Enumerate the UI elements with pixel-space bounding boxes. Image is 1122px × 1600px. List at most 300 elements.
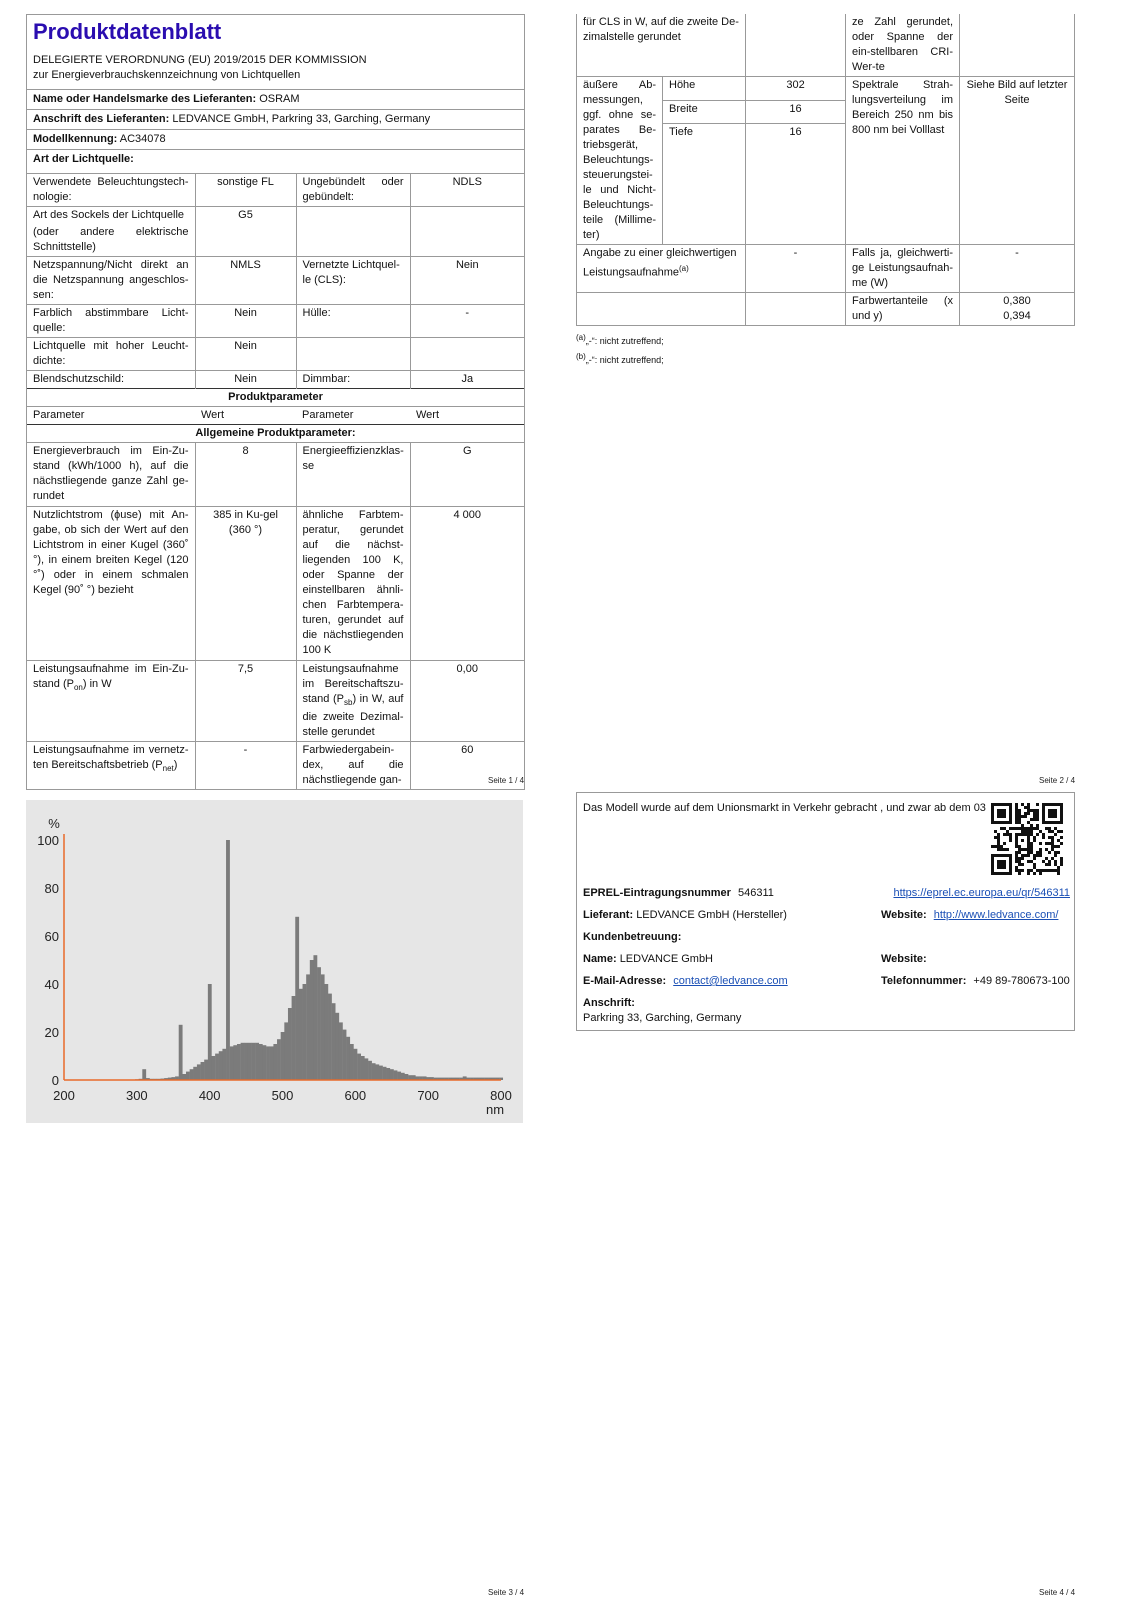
row-value — [195, 224, 296, 257]
row-value — [410, 207, 524, 225]
qr-module — [1006, 854, 1009, 857]
regulation-text: DELEGIERTE VERORDNUNG (EU) 2019/2015 DER KOMMISSION zur Energieverbrauchskennzeichnung von Lichtquellen — [33, 54, 367, 81]
qr-module — [1030, 824, 1033, 827]
qr-module — [1027, 860, 1030, 863]
empty-cell — [746, 293, 846, 326]
qr-module — [1003, 842, 1006, 845]
param-label: Energieeffizienzklas-se — [296, 443, 410, 507]
supplier-label: Name oder Handelsmarke des Lieferanten: — [33, 93, 257, 105]
param-label-text: ) in W, auf die zweite Dezimal-stelle gerundet — [302, 693, 404, 739]
spectrum-bar — [313, 955, 317, 1080]
qr-module — [1057, 869, 1060, 872]
qr-module — [1009, 812, 1012, 815]
qr-module — [1006, 872, 1009, 875]
equiv-label-sup: (a) — [679, 264, 689, 273]
table-row — [27, 507, 524, 661]
page2-table — [576, 14, 1075, 326]
qr-module — [1051, 857, 1054, 860]
supplier-label: Lieferant: — [583, 909, 634, 921]
qr-module — [1048, 821, 1051, 824]
x-tick-label: 400 — [198, 1088, 221, 1103]
param-value: 4 000 — [410, 507, 524, 661]
website-link[interactable]: http://www.ledvance.com/ — [933, 909, 1059, 921]
qr-module — [1030, 818, 1033, 821]
qr-module — [1003, 809, 1006, 812]
spectrum-bar — [350, 1044, 354, 1080]
col-parameter: Parameter — [296, 407, 410, 425]
qr-module — [1009, 854, 1012, 857]
qr-module — [1000, 815, 1003, 818]
qr-module — [994, 872, 997, 875]
qr-module — [1048, 860, 1051, 863]
qr-module — [991, 818, 994, 821]
qr-module — [1060, 821, 1063, 824]
spectrum-chart-panel — [26, 800, 523, 1123]
qr-module — [991, 857, 994, 860]
qr-module — [997, 839, 1000, 842]
qr-module — [1033, 836, 1036, 839]
qr-code — [991, 803, 1063, 875]
qr-module — [1015, 806, 1018, 809]
table-row — [27, 305, 524, 338]
spectrum-bar — [288, 1008, 292, 1080]
qr-module — [1009, 809, 1012, 812]
qr-module — [1054, 827, 1057, 830]
qr-module — [1003, 833, 1006, 836]
email-link[interactable]: contact@ledvance.com — [673, 975, 788, 987]
qr-module — [1039, 851, 1042, 854]
qr-module — [1015, 803, 1018, 806]
qr-module — [991, 863, 994, 866]
qr-module — [1027, 809, 1030, 812]
y-axis-label: % — [48, 816, 60, 831]
qr-module — [1033, 866, 1036, 869]
qr-module — [1057, 803, 1060, 806]
qr-module — [1021, 803, 1024, 806]
param-value: 7,5 — [195, 661, 296, 742]
qr-module — [1015, 851, 1018, 854]
market-text: Das Modell wurde auf dem Unionsmarkt in Verkehr gebracht , und zwar ab dem 03 — [583, 802, 986, 814]
eprel-link[interactable]: https://eprel.ec.europa.eu/qr/546311 — [893, 887, 1070, 899]
y-tick-label: 60 — [44, 929, 59, 944]
qr-module — [1030, 827, 1033, 830]
qr-module — [991, 860, 994, 863]
qr-module — [1054, 860, 1057, 863]
param-label-sub: sb — [343, 698, 353, 708]
qr-module — [1042, 818, 1045, 821]
qr-module — [1024, 815, 1027, 818]
qr-module — [1015, 818, 1018, 821]
supplier-row — [27, 89, 524, 109]
qr-module — [1018, 869, 1021, 872]
phone-value: +49 89-780673-100 — [973, 975, 1070, 987]
qr-module — [1027, 833, 1030, 836]
qr-module — [1033, 815, 1036, 818]
qr-module — [1036, 809, 1039, 812]
qr-module — [1018, 872, 1021, 875]
spectrum-bar — [339, 1022, 343, 1080]
qr-module — [1000, 845, 1003, 848]
page2-number: Seite 2 / 4 — [1039, 776, 1076, 785]
product-params-heading: Produktparameter — [27, 389, 524, 407]
param-label: Nutzlichtstrom (ɸuse) mit An-gabe, ob sich der Wert auf den Lichtstrom in einer Kugel (360˚ °), in einem breiten Kegel (120 °˚) oder in einem schmalen Kegel (90˚ °) bezieht — [27, 507, 195, 661]
qr-module — [1060, 812, 1063, 815]
qr-module — [1042, 869, 1045, 872]
spectrum-bar — [182, 1074, 186, 1080]
col-wert: Wert — [410, 407, 524, 425]
cont-label: ze Zahl gerundet, oder Spanne der ein-stellbaren CRI-Wer-te — [846, 14, 960, 77]
qr-module — [1045, 857, 1048, 860]
qr-module — [1045, 827, 1048, 830]
qr-module — [991, 815, 994, 818]
qr-module — [1039, 848, 1042, 851]
spd-label: Spektrale Strah-lungsverteilung im Bereich 250 nm bis 800 nm bei Volllast — [846, 77, 960, 245]
qr-module — [1000, 866, 1003, 869]
qr-module — [1030, 809, 1033, 812]
spectrum-bar — [211, 1056, 215, 1080]
qr-module — [1045, 863, 1048, 866]
qr-module — [1018, 860, 1021, 863]
table-row — [27, 338, 524, 371]
qr-module — [1057, 821, 1060, 824]
qr-module — [1024, 833, 1027, 836]
spectrum-bar — [241, 1043, 245, 1080]
email-label: E-Mail-Adresse: — [583, 975, 667, 987]
row-value: Nein — [195, 371, 296, 389]
qr-module — [1054, 845, 1057, 848]
general-params-heading: Allgemeine Produktparameter: — [27, 425, 524, 443]
equiv-label — [577, 245, 746, 293]
dim-value: 16 — [746, 124, 846, 245]
equiv-if-label: Falls ja, gleichwerti-ge Leistungsaufnah-me (W) — [846, 245, 960, 293]
table-row — [27, 661, 524, 742]
qr-module — [1003, 854, 1006, 857]
qr-module — [1027, 869, 1030, 872]
spectrum-bar — [343, 1030, 347, 1080]
qr-module — [1036, 812, 1039, 815]
qr-module — [1027, 830, 1030, 833]
dim-name: Breite — [663, 100, 746, 124]
address-value: Parkring 33, Garching, Germany — [583, 1012, 742, 1024]
footnote-b-sup: (b) — [576, 352, 586, 361]
qr-module — [1009, 863, 1012, 866]
table-row — [27, 174, 524, 207]
spectrum-bar — [390, 1069, 394, 1080]
qr-module — [1060, 857, 1063, 860]
y-tick-label: 20 — [44, 1025, 59, 1040]
spectrum-bar — [281, 1032, 285, 1080]
qr-module — [1051, 848, 1054, 851]
qr-module — [1042, 803, 1045, 806]
qr-module — [1039, 854, 1042, 857]
qr-module — [1051, 836, 1054, 839]
qr-module — [1048, 842, 1051, 845]
qr-module — [1054, 812, 1057, 815]
table-row — [577, 77, 1075, 101]
supplier-value: LEDVANCE GmbH (Hersteller) — [636, 909, 787, 921]
spectrum-bar — [364, 1058, 368, 1080]
qr-module — [1024, 830, 1027, 833]
spectrum-bar — [193, 1067, 197, 1080]
footnote-b-text: „-“: nicht zutreffend; — [585, 355, 664, 365]
spectrum-bar — [386, 1068, 390, 1080]
qr-module — [1033, 863, 1036, 866]
qr-module — [1015, 860, 1018, 863]
qr-module — [1003, 866, 1006, 869]
qr-module — [997, 854, 1000, 857]
qr-module — [1006, 833, 1009, 836]
table-row — [27, 742, 524, 790]
qr-module — [1054, 863, 1057, 866]
spd-value: Siehe Bild auf letzter Seite — [960, 77, 1075, 245]
qr-module — [1048, 815, 1051, 818]
qr-module — [1009, 827, 1012, 830]
qr-module — [1006, 821, 1009, 824]
qr-module — [1015, 815, 1018, 818]
table-row — [27, 371, 524, 389]
qr-module — [1021, 827, 1024, 830]
qr-module — [1039, 872, 1042, 875]
qr-module — [1057, 872, 1060, 875]
dim-name: Tiefe — [663, 124, 746, 245]
param-value: 385 in Ku-gel (360 °) — [195, 507, 296, 661]
qr-module — [1003, 815, 1006, 818]
eprel-label: EPREL-Eintragungsnummer — [583, 887, 731, 899]
supplier-row — [583, 909, 787, 921]
qr-module — [1027, 836, 1030, 839]
qr-module — [997, 866, 1000, 869]
page1-number: Seite 1 / 4 — [488, 776, 525, 785]
page1-sheet — [26, 14, 525, 790]
qr-module — [1051, 815, 1054, 818]
qr-module — [1036, 833, 1039, 836]
qr-module — [1009, 836, 1012, 839]
param-value: 0,00 — [410, 661, 524, 742]
y-tick-label: 0 — [51, 1073, 59, 1088]
dim-name: Höhe — [663, 77, 746, 101]
dim-value: 16 — [746, 100, 846, 124]
qr-module — [1030, 851, 1033, 854]
qr-module — [1006, 803, 1009, 806]
qr-module — [1045, 848, 1048, 851]
row-label: Lichtquelle mit hoher Leucht-dichte: — [27, 338, 195, 371]
qr-module — [1021, 857, 1024, 860]
spectrum-bar — [233, 1045, 237, 1080]
chroma-y: 0,394 — [1003, 310, 1031, 322]
qr-module — [1060, 818, 1063, 821]
qr-module — [1036, 815, 1039, 818]
spectrum-bar — [379, 1066, 383, 1080]
qr-module — [1036, 818, 1039, 821]
cont-value — [960, 14, 1075, 77]
qr-module — [1015, 839, 1018, 842]
qr-module — [1039, 830, 1042, 833]
footnote-a-sup: (a) — [576, 333, 586, 342]
spectrum-bar — [142, 1069, 146, 1080]
qr-module — [1027, 842, 1030, 845]
qr-module — [1015, 857, 1018, 860]
qr-module — [1000, 854, 1003, 857]
qr-module — [1000, 812, 1003, 815]
param-label — [27, 661, 195, 742]
row-label: Dimmbar: — [296, 371, 410, 389]
qr-module — [994, 836, 997, 839]
row-label — [296, 224, 410, 257]
spectrum-bar — [262, 1045, 266, 1080]
row-label: Vernetzte Lichtquel-le (CLS): — [296, 257, 410, 305]
qr-module — [1018, 848, 1021, 851]
spectrum-bar — [248, 1043, 252, 1080]
param-label-text: ) — [173, 759, 178, 772]
spectrum-bar — [394, 1070, 398, 1080]
qr-module — [1060, 815, 1063, 818]
address-label: Anschrift des Lieferanten: — [33, 113, 170, 125]
qr-module — [1009, 872, 1012, 875]
row-value: sonstige FL — [195, 174, 296, 207]
spectrum-bar — [295, 917, 299, 1080]
address-row — [27, 109, 524, 129]
qr-module — [1000, 821, 1003, 824]
qr-module — [1024, 848, 1027, 851]
qr-module — [991, 809, 994, 812]
param-value: - — [195, 742, 296, 790]
qr-module — [997, 809, 1000, 812]
qr-module — [1000, 827, 1003, 830]
param-label-text: ) in W — [82, 678, 112, 690]
page4-sheet — [576, 792, 1075, 1031]
qr-module — [1021, 815, 1024, 818]
table-row — [577, 14, 1075, 77]
address-value: LEDVANCE GmbH, Parkring 33, Garching, Germany — [172, 113, 431, 125]
qr-module — [1033, 827, 1036, 830]
qr-module — [997, 815, 1000, 818]
qr-module — [1012, 827, 1015, 830]
qr-module — [1021, 863, 1024, 866]
qr-module — [1015, 836, 1018, 839]
qr-module — [1024, 854, 1027, 857]
qr-module — [1024, 827, 1027, 830]
qr-module — [991, 854, 994, 857]
qr-module — [1060, 863, 1063, 866]
qr-module — [1009, 821, 1012, 824]
qr-module — [1042, 833, 1045, 836]
qr-module — [1009, 818, 1012, 821]
qr-module — [1033, 809, 1036, 812]
footnote-a — [576, 330, 1074, 349]
qr-module — [1051, 812, 1054, 815]
qr-module — [1030, 848, 1033, 851]
row-value: NDLS — [410, 174, 524, 207]
qr-module — [1003, 848, 1006, 851]
spectrum-bar — [401, 1073, 405, 1080]
qr-module — [1045, 842, 1048, 845]
qr-module — [1036, 827, 1039, 830]
qr-module — [1009, 833, 1012, 836]
spectrum-bar — [299, 989, 303, 1080]
qr-module — [1024, 806, 1027, 809]
row-value: - — [410, 305, 524, 338]
spectrum-bar — [306, 974, 310, 1080]
qr-module — [1057, 851, 1060, 854]
website2-label: Website: — [881, 953, 927, 965]
website-row — [881, 909, 1058, 921]
x-tick-label: 200 — [53, 1088, 75, 1103]
footnote-a-text: „-“: nicht zutreffend; — [585, 336, 664, 346]
row-label: Netzspannung/Nicht direkt an die Netzspannung angeschlos-sen: — [27, 257, 195, 305]
row-value — [410, 338, 524, 371]
qr-module — [1054, 821, 1057, 824]
col-parameter: Parameter — [27, 407, 195, 425]
qr-module — [1060, 842, 1063, 845]
row-label: Art des Sockels der Lichtquelle — [27, 207, 195, 225]
qr-module — [1042, 809, 1045, 812]
qr-module — [1009, 860, 1012, 863]
product-params-heading-row — [27, 389, 524, 407]
qr-module — [1027, 821, 1030, 824]
qr-module — [1000, 848, 1003, 851]
qr-module — [1018, 845, 1021, 848]
spectrum-bar — [335, 1013, 339, 1080]
spectrum-bar — [197, 1064, 201, 1080]
type-table — [27, 173, 524, 789]
qr-module — [997, 845, 1000, 848]
spectrum-bar — [266, 1046, 270, 1080]
param-label — [27, 742, 195, 790]
table-row — [27, 207, 524, 225]
qr-module — [1021, 833, 1024, 836]
spectrum-bar — [328, 994, 332, 1080]
qr-module — [1054, 869, 1057, 872]
footnote-b — [576, 349, 1074, 368]
qr-module — [1018, 809, 1021, 812]
phone-label: Telefonnummer: — [881, 975, 967, 987]
qr-module — [997, 812, 1000, 815]
qr-module — [1009, 857, 1012, 860]
page3-number: Seite 3 / 4 — [488, 1588, 525, 1597]
qr-module — [997, 848, 1000, 851]
qr-module — [1036, 824, 1039, 827]
qr-module — [1027, 854, 1030, 857]
page2-sheet — [576, 14, 1074, 368]
qr-module — [997, 860, 1000, 863]
qr-module — [1003, 863, 1006, 866]
spectrum-bar — [303, 984, 307, 1080]
row-label: Hülle: — [296, 305, 410, 338]
spectrum-bar — [219, 1051, 223, 1080]
name-label: Name: — [583, 953, 617, 965]
qr-module — [997, 863, 1000, 866]
qr-module — [1015, 845, 1018, 848]
row-value — [410, 224, 524, 257]
row-label: (oder andere elektrische Schnittstelle) — [27, 224, 195, 257]
qr-module — [1054, 851, 1057, 854]
qr-module — [1018, 815, 1021, 818]
row-value: Nein — [195, 305, 296, 338]
qr-module — [1051, 803, 1054, 806]
param-value: 8 — [195, 443, 296, 507]
qr-module — [997, 836, 1000, 839]
spectrum-bar — [208, 984, 212, 1080]
cont-label: für CLS in W, auf die zweite De-zimalstelle gerundet — [577, 14, 746, 77]
qr-module — [1033, 857, 1036, 860]
param-label — [296, 661, 410, 742]
y-tick-label: 40 — [44, 977, 59, 992]
qr-module — [1015, 821, 1018, 824]
qr-module — [1030, 830, 1033, 833]
qr-module — [1018, 863, 1021, 866]
qr-module — [1045, 821, 1048, 824]
qr-module — [997, 821, 1000, 824]
